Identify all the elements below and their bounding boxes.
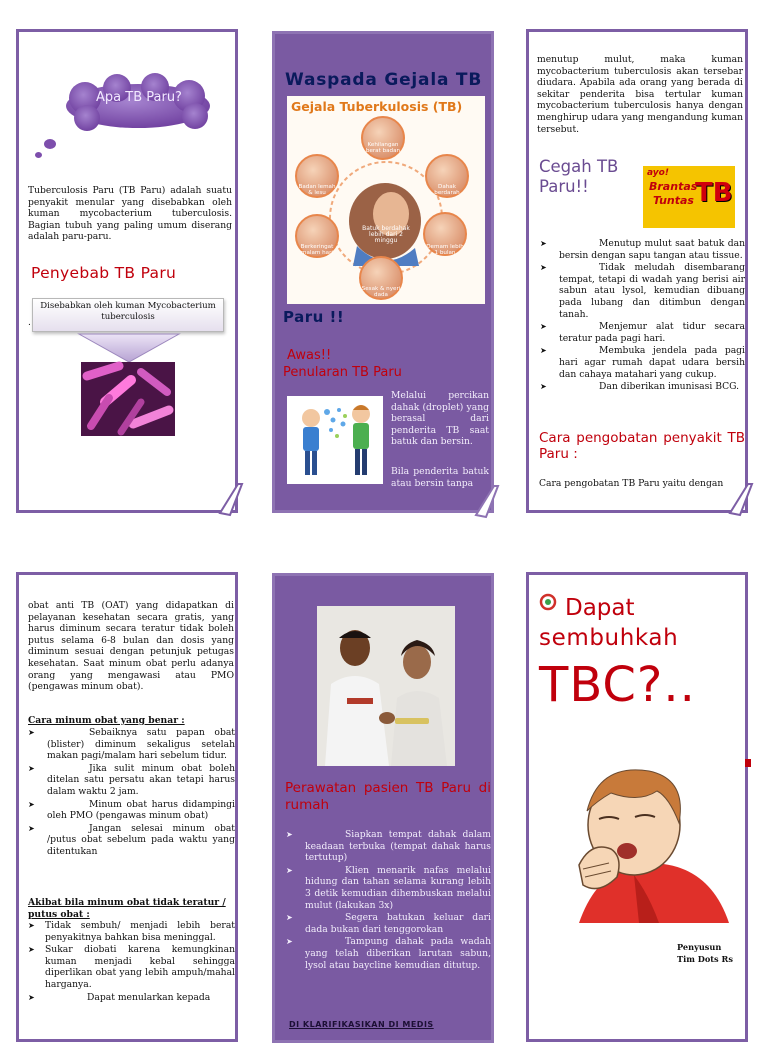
prevention-item: ➤ Menutup mulut saat batuk dan bersin dengan sapu tangan atau tissue. [537, 238, 745, 261]
consequence-item: ➤ Sukar diobati karena kemungkinan kuman menjadi kebal sehingga diperlikan obat yang lebih ampuh/mahal harganya. [25, 944, 235, 990]
page-curl-icon [476, 482, 500, 518]
prevention-item: ➤ Dan diberikan imunisasi BCG. [537, 381, 745, 393]
home-care-item: ➤ Segera batukan keluar dari dada bukan dari tenggorokan [283, 912, 491, 935]
page-curl-icon [730, 480, 754, 516]
cause-box: Disebabkan oleh kuman Mycobacterium tuberculosis [32, 298, 224, 332]
home-care-list [283, 829, 491, 972]
home-care-item: ➤ Siapkan tempat dahak dalam keadaan terbuka (tempat dahak harus tertutup) [283, 829, 491, 864]
bacteria-image [81, 362, 175, 436]
consequence-heading: Akibat bila minum obat tidak teratur / putus obat : [28, 897, 226, 920]
author-label: Penyusun [677, 942, 722, 952]
cloud-dot-small [35, 152, 42, 158]
how-to-take-list [25, 727, 235, 859]
how-to-take-item: ➤ Sebaiknya satu papan obat (blister) diminum sekaligus setelah makan pagi/malam hari sebelum tidur. [25, 727, 235, 762]
panel-symptoms [272, 31, 494, 513]
panel-what-is-tb [16, 29, 238, 513]
symptom-label-fever: Demam lebih 1 bulan [426, 244, 464, 257]
author-name: Tim Dots Rs [677, 954, 733, 964]
how-to-take-item: ➤ Minum obat harus didampingi oleh PMO (pengawas minum obat) [25, 799, 235, 822]
logo-tuntas: Tuntas [653, 194, 694, 207]
cover-title-line2: sembuhkah [539, 625, 679, 651]
logo-tb: TB [695, 178, 733, 208]
spread-text: menutup mulut, maka kuman mycobacterium tuberculosis akan tersebar diudara. Apabila ada orang yang berada di sekitar penderita bisa tertular kuman mycobacterium tuberculosis hanya dengan menghirup udara yang mengandung kuman tersebut. [537, 54, 743, 135]
page-curl-icon [220, 480, 244, 516]
patient-photo [317, 606, 455, 766]
transmission-text-continued: Bila penderita batuk atau bersin tanpa [391, 466, 489, 489]
symptom-label-sweat: Berkeringat malam hari [300, 244, 334, 257]
home-care-item: ➤ Tampung dahak pada wadah yang telah diberikan larutan sabun, lysol atau baycline kemudian ditutup. [283, 936, 491, 971]
panel-home-care [272, 573, 494, 1043]
panel-prevention [526, 29, 748, 513]
consequence-list [25, 920, 235, 1004]
prevention-item: ➤ Tidak meludah disembarang tempat, tetapi di wadah yang berisi air sabun atau lysol, kemudian dibuang pada lubang dan ditimbun dengan tanah. [537, 262, 745, 320]
red-mark [745, 759, 751, 767]
prevention-item: ➤ Membuka jendela pada pagi hari agar rumah dapat udara bersih dan cahaya matahari yang cukup. [537, 345, 745, 380]
cause-heading: Penyebab TB Paru [31, 264, 177, 282]
author-credit [677, 941, 747, 965]
how-to-take-item: ➤ Jangan selesai minum obat /putus obat sebelum pada waktu yang ditentukan [25, 823, 235, 858]
stray-dot: . [28, 318, 31, 328]
prevention-item: ➤ Menjemur alat tidur secara teratur pada pagi hari. [537, 321, 745, 344]
symptom-label-blood: Dahak berdarah [434, 184, 460, 197]
hospital-logo-icon [539, 593, 557, 611]
symptoms-title: Waspada Gejala TB [285, 70, 483, 90]
cloud-text: Apa TB Paru? [96, 90, 182, 105]
home-care-item: ➤ Klien menarik nafas melalui hidung dan tahan selama kurang lebih 3 detik kemudian dihembuskan melalui mulut (lakukan 3x) [283, 865, 491, 911]
thought-cloud [57, 76, 219, 138]
medical-footer: DI KLARIFIKASIKAN DI MEDIS [289, 1020, 434, 1029]
symptom-label-weight: Kehilangan berat badan [365, 142, 401, 155]
awas-heading: Awas!! [287, 348, 332, 363]
cloud-dot-large [44, 139, 56, 149]
logo-ayo: ayo! [647, 168, 669, 178]
arrow-down-icon [79, 334, 179, 362]
home-care-heading: Perawatan pasien TB Paru di rumah [285, 780, 491, 813]
how-to-take-item: ➤ Jika sulit minum obat boleh ditelan satu persatu akan tetapi harus dalam waktu 2 jam. [25, 763, 235, 798]
transmission-heading: Penularan TB Paru [283, 365, 402, 380]
tb-definition-text: Tuberculosis Paru (TB Paru) adalah suatu penyakit menular yang disebabkan oleh kuman mycobacterium tuberculosis. Bagian tubuh yang paling umum diserang adalah paru-paru. [28, 185, 232, 243]
cover-title-tbc: TBC?.. [539, 657, 696, 713]
consequence-item: ➤ Dapat menularkan kepada [25, 992, 235, 1004]
consequence-item: ➤ Tidak sembuh/ menjadi lebih berat penyakitnya bahkan bisa meninggal. [25, 920, 235, 943]
coughing-boy-illustration [539, 745, 739, 923]
symptom-label-weak: Badan lemah & lesu [298, 184, 336, 197]
transmission-text: Melalui percikan dahak (droplet) yang berasal dari penderita TB saat batuk dan bersin. [391, 390, 489, 448]
cover-title-line1: Dapat [565, 595, 635, 621]
cough-spread-image [287, 396, 383, 484]
symptom-label-chest: Sesak & nyeri dada [361, 286, 401, 299]
symptom-label-cough: Batuk berdahak lebih dari 2 minggu [362, 225, 410, 245]
symptoms-infographic [287, 96, 485, 304]
prevention-list [537, 238, 745, 394]
infographic-title: Gejala Tuberkulosis (TB) [291, 99, 463, 114]
logo-brantas: Brantas [649, 180, 698, 193]
treatment-heading: Cara pengobatan penyakit TB Paru : [539, 430, 745, 462]
medication-intro-text: obat anti TB (OAT) yang didapatkan di pelayanan kesehatan secara gratis, yang harus diminum secara teratur tidak boleh putus selama 6-8 bulan dan dosis yang diminum sesuai dengan petunjuk petugas kesehatan. Saat minum obat perlu adanya orang yang mengawasi atau PMO (pengawas minum obat). [28, 600, 234, 693]
how-to-take-heading: Cara minum obat yang benar : [28, 715, 185, 726]
prevention-heading: Cegah TB Paru!! [539, 157, 619, 196]
panel-cover [526, 572, 748, 1042]
paru-label: Paru !! [283, 308, 345, 326]
treatment-text: Cara pengobatan TB Paru yaitu dengan [539, 478, 724, 489]
brantas-tb-logo [643, 166, 735, 228]
panel-medication [16, 572, 238, 1042]
